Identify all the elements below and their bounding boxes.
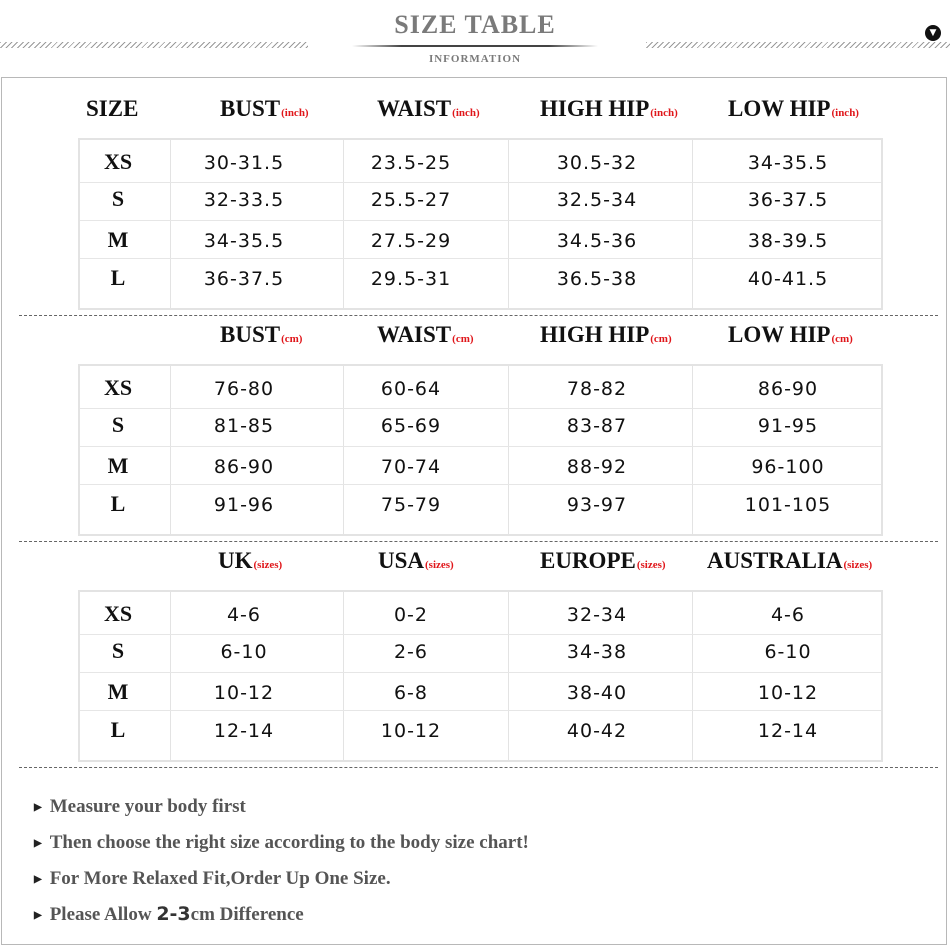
table-cell: 30-31.5 (203, 152, 285, 174)
table-cell: 34-35.5 (203, 230, 285, 252)
size-label: XS (103, 601, 133, 626)
column-header-name: UK (218, 548, 253, 573)
table-cell: 34-35.5 (747, 152, 829, 174)
header (0, 0, 950, 78)
table-cell: 86-90 (757, 378, 819, 400)
column-header-unit: (inch) (650, 107, 678, 119)
note-item: ▶ For More Relaxed Fit,Order Up One Size. (34, 868, 391, 889)
size-label: XS (103, 149, 133, 174)
column-header (378, 548, 454, 574)
grid-column-divider (343, 140, 344, 308)
table-cell: 34-38 (566, 641, 628, 663)
table-cell: 75-79 (380, 494, 442, 516)
grid-row-divider (80, 182, 881, 183)
column-header (728, 96, 859, 122)
table-cell: 29.5-31 (370, 268, 452, 290)
column-header-unit: (inch) (452, 107, 480, 119)
column-header-unit: (inch) (831, 107, 859, 119)
column-header-name: LOW HIP (728, 96, 831, 121)
size-label: L (110, 717, 126, 742)
grid-row-divider (80, 446, 881, 447)
table-cell: 12-14 (213, 720, 275, 742)
table-cell: 91-95 (757, 415, 819, 437)
table-cell: 60-64 (380, 378, 442, 400)
table-cell: 10-12 (757, 682, 819, 704)
grid-column-divider (170, 140, 171, 308)
table-cell: 6-10 (220, 641, 268, 663)
grid-column-divider (692, 140, 693, 308)
table-cell: 27.5-29 (370, 230, 452, 252)
column-header (540, 548, 666, 574)
table-cell: 2-6 (393, 641, 429, 663)
column-header (218, 548, 282, 574)
column-header (220, 96, 309, 122)
note-item: ▶ Then choose the right size according to the body size chart! (34, 832, 529, 853)
table-cell: 36.5-38 (556, 268, 638, 290)
table-cell: 81-85 (213, 415, 275, 437)
table-cell: 40-41.5 (747, 268, 829, 290)
page-subtitle: INFORMATION (428, 53, 522, 65)
table-cell: 93-97 (566, 494, 628, 516)
table-cell: 40-42 (566, 720, 628, 742)
column-header-name: WAIST (377, 96, 452, 121)
column-header (728, 322, 853, 348)
table-cell: 32-34 (566, 604, 628, 626)
grid-column-divider (508, 366, 509, 534)
note-item: ▶ Measure your body first (34, 796, 246, 817)
column-header-name: USA (378, 548, 425, 573)
grid-row-divider (80, 484, 881, 485)
column-header-unit: (cm) (650, 333, 672, 345)
grid-column-divider (692, 366, 693, 534)
column-header-name: LOW HIP (728, 322, 831, 347)
table-cell: 91-96 (213, 494, 275, 516)
grid-column-divider (343, 592, 344, 760)
table-cell: 4-6 (226, 604, 262, 626)
table-cell: 10-12 (213, 682, 275, 704)
title-underline (352, 45, 598, 47)
column-header-unit: (cm) (831, 333, 853, 345)
column-header-name: WAIST (377, 322, 452, 347)
table-cell: 65-69 (380, 415, 442, 437)
column-header (377, 96, 480, 122)
size-label: XS (103, 375, 133, 400)
grid-column-divider (508, 592, 509, 760)
column-header-unit: (sizes) (425, 559, 454, 571)
size-label: L (110, 491, 126, 516)
grid-column-divider (508, 140, 509, 308)
size-label: S (111, 638, 125, 663)
table-cell: 0-2 (393, 604, 429, 626)
column-header (540, 96, 678, 122)
note-item: ▶ Please Allow 2-3cm Difference (34, 903, 304, 925)
table-cell: 38-40 (566, 682, 628, 704)
table-cell: 32.5-34 (556, 189, 638, 211)
table-cell: 70-74 (380, 456, 442, 478)
column-header-unit: (sizes) (636, 559, 666, 571)
table-cell: 32-33.5 (203, 189, 285, 211)
column-header-name: HIGH HIP (540, 96, 650, 121)
triangle-bullet-icon: ▶ (34, 910, 42, 921)
column-header-unit: (inch) (281, 107, 309, 119)
size-label: S (111, 412, 125, 437)
table-cell: 6-8 (393, 682, 429, 704)
table-cell: 101-105 (744, 494, 832, 516)
size-label: M (107, 453, 129, 478)
table-cell: 36-37.5 (747, 189, 829, 211)
column-header-name: HIGH HIP (540, 322, 650, 347)
chevron-down-icon[interactable]: ▼ (925, 25, 941, 41)
grid-row-divider (80, 710, 881, 711)
grid-row-divider (80, 258, 881, 259)
dashed-divider (19, 541, 938, 542)
grid-column-divider (170, 592, 171, 760)
column-header-name: AUSTRALIA (707, 548, 843, 573)
grid-column-divider (170, 366, 171, 534)
table-cell: 83-87 (566, 415, 628, 437)
table-cell: 86-90 (213, 456, 275, 478)
table-cell: 36-37.5 (203, 268, 285, 290)
column-header (220, 322, 302, 348)
table-cell: 78-82 (566, 378, 628, 400)
column-header-name: BUST (220, 322, 281, 347)
size-label: L (110, 265, 126, 290)
column-header-unit: (sizes) (843, 559, 873, 571)
table-cell: 34.5-36 (556, 230, 638, 252)
dashed-divider (19, 315, 938, 316)
grid-row-divider (80, 220, 881, 221)
table-cell: 6-10 (764, 641, 812, 663)
column-header-name: BUST (220, 96, 281, 121)
table-cell: 23.5-25 (370, 152, 452, 174)
column-header-unit: (cm) (281, 333, 303, 345)
size-label: M (107, 227, 129, 252)
column-header-unit: (cm) (452, 333, 474, 345)
page-title: SIZE TABLE (394, 10, 556, 39)
grid-row-divider (80, 408, 881, 409)
grid-row-divider (80, 672, 881, 673)
table-cell: 12-14 (757, 720, 819, 742)
table-cell: 38-39.5 (747, 230, 829, 252)
triangle-bullet-icon: ▶ (34, 802, 42, 813)
triangle-bullet-icon: ▶ (34, 838, 42, 849)
column-header (707, 548, 872, 574)
table-cell: 76-80 (213, 378, 275, 400)
triangle-bullet-icon: ▶ (34, 874, 42, 885)
column-header-unit: (sizes) (253, 559, 283, 571)
column-header-name: EUROPE (540, 548, 636, 573)
table-cell: 25.5-27 (370, 189, 452, 211)
size-label: M (107, 679, 129, 704)
table-cell: 10-12 (380, 720, 442, 742)
size-label: S (111, 186, 125, 211)
table-cell: 88-92 (566, 456, 628, 478)
table-cell: 30.5-32 (556, 152, 638, 174)
table-cell: 96-100 (751, 456, 825, 478)
dashed-divider (19, 767, 938, 768)
zigzag-divider-right (646, 42, 950, 48)
column-header (377, 322, 474, 348)
grid-row-divider (80, 634, 881, 635)
grid-column-divider (343, 366, 344, 534)
zigzag-divider-left (0, 42, 308, 48)
column-header (540, 322, 672, 348)
size-column-header: SIZE (86, 96, 139, 121)
table-cell: 4-6 (770, 604, 806, 626)
grid-column-divider (692, 592, 693, 760)
